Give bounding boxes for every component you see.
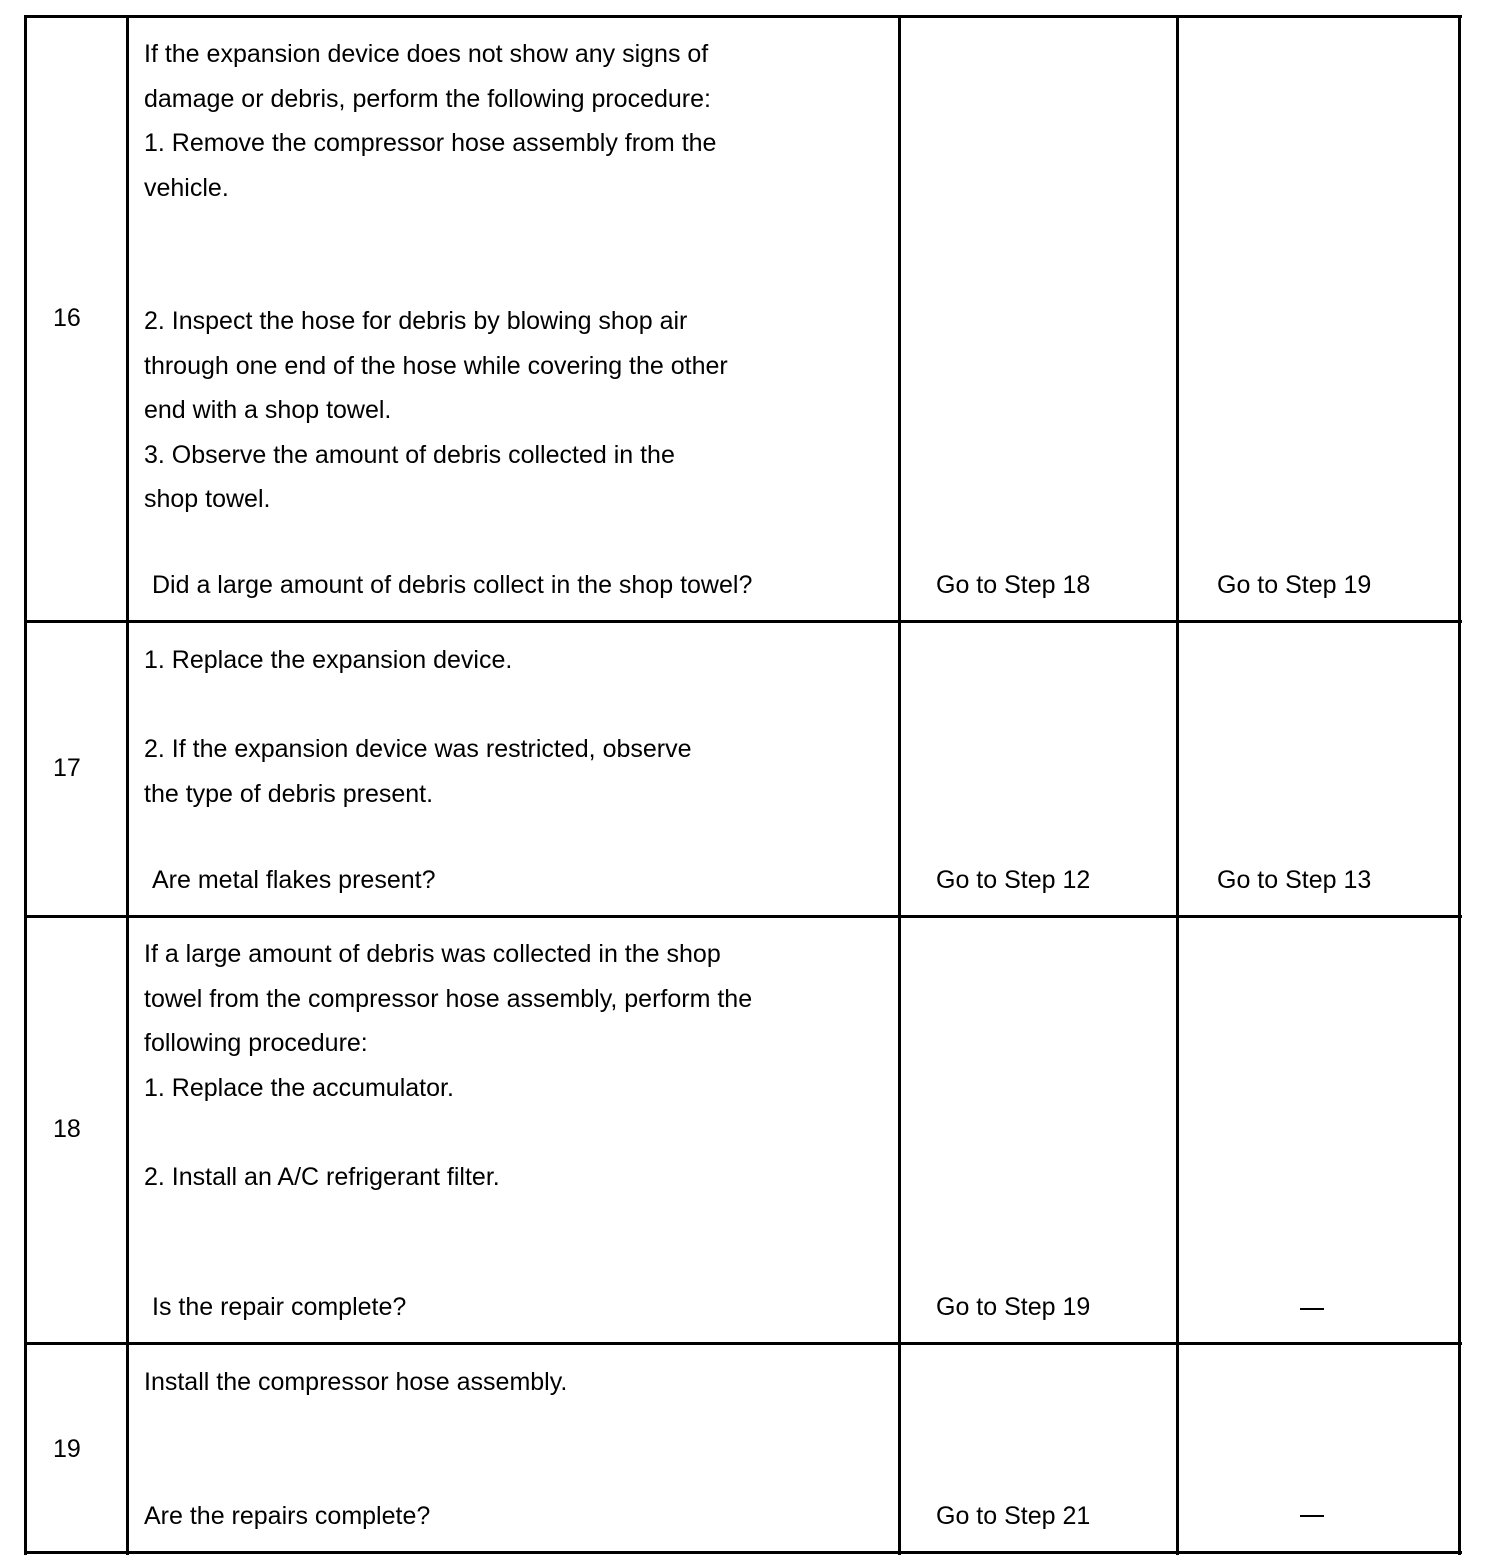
column-divider-action [898,15,901,1555]
step-number: 16 [53,304,81,332]
action-line: vehicle. [144,174,229,202]
step-number: 17 [53,754,81,782]
action-line: 1. Remove the compressor hose assembly from the [144,129,717,157]
action-line: 3. Observe the amount of debris collected in the [144,441,675,469]
action-line: shop towel. [144,485,271,513]
action-line: 1. Replace the accumulator. [144,1074,454,1102]
action-line: If a large amount of debris was collected in the shop [144,940,721,968]
step-number: 18 [53,1115,81,1143]
yes-result: Go to Step 19 [936,1293,1091,1321]
action-line: Install the compressor hose assembly. [144,1368,568,1396]
table-border-left [24,15,27,1555]
action-line: If the expansion device does not show any signs of [144,40,709,68]
procedure-table [24,15,1462,1555]
table-border-right [1458,15,1461,1555]
no-result: Go to Step 13 [1217,866,1372,894]
table-border-top [24,15,1462,18]
no-result: Go to Step 19 [1217,571,1372,599]
action-line: 2. Install an A/C refrigerant filter. [144,1163,500,1191]
row-divider [24,620,1462,623]
question: Are the repairs complete? [144,1502,431,1530]
action-line: towel from the compressor hose assembly, perform the [144,985,753,1013]
no-result-dash [1300,1515,1324,1517]
question: Did a large amount of debris collect in the shop towel? [152,571,753,599]
action-line: damage or debris, perform the following procedure: [144,85,711,113]
no-result-dash [1300,1308,1324,1310]
action-line: end with a shop towel. [144,396,392,424]
action-line: 1. Replace the expansion device. [144,646,513,674]
question: Are metal flakes present? [152,866,436,894]
table-border-bottom [24,1551,1462,1554]
yes-result: Go to Step 21 [936,1502,1091,1530]
action-line: the type of debris present. [144,780,434,808]
step-number: 19 [53,1435,81,1463]
yes-result: Go to Step 12 [936,866,1091,894]
action-line: 2. Inspect the hose for debris by blowing shop air [144,307,688,335]
column-divider-yes [1176,15,1179,1555]
action-line: through one end of the hose while covering the other [144,352,728,380]
column-divider-step [126,15,129,1555]
action-line: 2. If the expansion device was restricted, observe [144,735,692,763]
action-line: following procedure: [144,1029,368,1057]
yes-result: Go to Step 18 [936,571,1091,599]
question: Is the repair complete? [152,1293,407,1321]
row-divider [24,1342,1462,1345]
row-divider [24,915,1462,918]
